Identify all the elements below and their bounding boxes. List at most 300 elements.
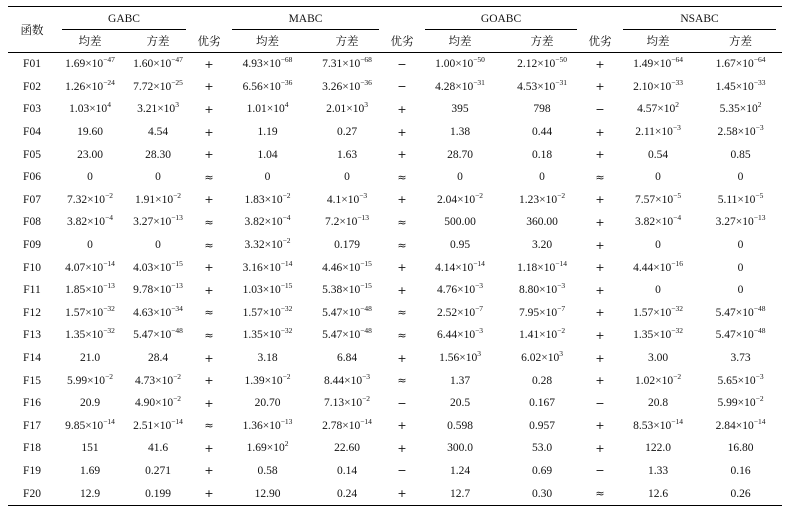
value-base: ×10	[455, 261, 474, 274]
value-cell	[501, 53, 583, 76]
rank-symbol: +	[595, 238, 605, 252]
value-cell	[419, 234, 501, 257]
table-row	[8, 369, 782, 392]
value-exponent: −2	[282, 190, 291, 200]
value-cell	[309, 211, 385, 234]
value-cell	[617, 369, 699, 392]
value-cell	[617, 53, 699, 76]
value-cell	[124, 392, 192, 415]
value-base: ×10	[342, 58, 361, 71]
rank-cell	[192, 234, 226, 257]
rank-cell	[192, 143, 226, 166]
function-cell: F13	[23, 329, 41, 342]
value-cell	[226, 143, 309, 166]
value-exponent: −36	[360, 77, 372, 87]
rank-cell	[583, 302, 617, 325]
value-exponent: 4	[107, 100, 111, 110]
rank-cell	[583, 460, 617, 483]
value-exponent: −24	[103, 77, 115, 87]
value-cell	[617, 324, 699, 347]
value-cell	[501, 234, 583, 257]
rank-symbol: +	[204, 374, 214, 388]
value-base: ×10	[266, 103, 285, 116]
value-cell	[617, 256, 699, 279]
value-cell	[124, 482, 192, 505]
rank-symbol: −	[595, 464, 605, 478]
value-mantissa: 0.27	[336, 126, 358, 139]
value-exponent: 4	[284, 100, 289, 110]
rank-cell	[583, 437, 617, 460]
value-cell	[56, 189, 124, 212]
table-row	[8, 143, 782, 166]
rank-cell	[192, 482, 226, 505]
function-cell: F04	[23, 126, 41, 139]
value-base: ×10	[653, 306, 672, 319]
rank-cell	[192, 98, 226, 121]
value-mantissa: 0.598	[447, 419, 473, 432]
rank-symbol: +	[595, 419, 605, 433]
function-cell: F12	[23, 306, 41, 319]
value-mantissa: 1.03	[242, 284, 263, 297]
value-mantissa: 1.03	[69, 103, 90, 116]
rank-cell	[385, 302, 419, 325]
value-mantissa: 4.54	[147, 126, 169, 139]
value-mantissa: 1.69	[65, 58, 86, 71]
value-cell	[699, 53, 782, 76]
value-mantissa: 4.44	[633, 261, 654, 274]
value-cell	[309, 166, 385, 189]
value-cell	[617, 143, 699, 166]
value-cell	[124, 143, 192, 166]
value-exponent: −3	[362, 371, 371, 381]
table-row	[8, 415, 782, 438]
value-cell	[309, 460, 385, 483]
value-mantissa: 3.00	[647, 352, 669, 365]
rank-symbol: +	[595, 441, 605, 455]
value-base: ×10	[153, 216, 172, 229]
value-cell	[501, 324, 583, 347]
value-base: ×10	[539, 329, 558, 342]
value-mantissa: 0	[737, 171, 744, 184]
function-cell: F15	[23, 374, 41, 387]
value-cell	[309, 53, 385, 76]
value-exponent: −5	[673, 190, 682, 200]
value-mantissa: 1.67	[715, 58, 736, 71]
value-mantissa: 4.93	[242, 58, 263, 71]
value-mantissa: 5.47	[715, 329, 736, 342]
rank-cell	[583, 189, 617, 212]
value-mantissa: 1.83	[244, 193, 265, 206]
rank-cell	[583, 369, 617, 392]
value-mantissa: 0	[87, 171, 93, 184]
rank-cell	[385, 392, 419, 415]
function-cell: F18	[23, 442, 41, 455]
value-exponent: −7	[557, 303, 566, 313]
rank-cell	[583, 166, 617, 189]
value-cell	[56, 324, 124, 347]
value-base: ×10	[262, 80, 281, 93]
function-cell: F09	[23, 239, 41, 252]
value-cell	[309, 279, 385, 302]
function-cell: F17	[23, 419, 41, 432]
rank-cell	[385, 369, 419, 392]
function-cell: F05	[23, 148, 41, 161]
value-mantissa: 3.32	[244, 239, 265, 252]
value-cell	[309, 392, 385, 415]
value-cell	[226, 369, 309, 392]
rank-cell	[583, 121, 617, 144]
value-mantissa: 12.90	[254, 487, 281, 500]
rank-symbol: ≈	[397, 238, 407, 252]
value-cell	[56, 482, 124, 505]
value-base: ×10	[537, 58, 556, 71]
value-cell	[617, 279, 699, 302]
value-mantissa: 8.80	[518, 284, 540, 297]
value-cell	[617, 98, 699, 121]
value-cell	[56, 279, 124, 302]
table-row	[8, 279, 782, 302]
rank-symbol: +	[204, 125, 214, 139]
table-row	[8, 76, 782, 99]
value-cell	[501, 143, 583, 166]
value-exponent: −15	[280, 281, 293, 291]
value-cell	[56, 302, 124, 325]
table-row	[8, 302, 782, 325]
value-base: ×10	[85, 80, 104, 93]
value-cell	[419, 256, 501, 279]
value-exponent: −68	[360, 55, 372, 65]
value-cell	[56, 256, 124, 279]
value-base: ×10	[735, 306, 754, 319]
value-cell	[419, 279, 501, 302]
value-mantissa: 1.69	[79, 464, 101, 477]
value-mantissa: 1.35	[242, 329, 263, 342]
var-header: 方差	[335, 36, 359, 48]
rank-symbol: +	[595, 328, 605, 342]
value-mantissa: 4.53	[517, 80, 538, 93]
value-cell	[309, 415, 385, 438]
rank-cell	[583, 256, 617, 279]
rank-symbol: −	[595, 102, 605, 116]
value-cell	[699, 324, 782, 347]
var-header: 方差	[530, 36, 554, 48]
value-cell	[419, 347, 501, 370]
rank-symbol: +	[204, 487, 214, 501]
value-cell	[501, 121, 583, 144]
value-mantissa: 0	[87, 239, 93, 252]
table-row	[8, 256, 782, 279]
value-exponent: −7	[475, 303, 484, 313]
value-base: ×10	[737, 193, 756, 206]
rank-cell	[385, 279, 419, 302]
rank-symbol: +	[595, 125, 605, 139]
value-cell	[419, 143, 501, 166]
rank-cell	[192, 302, 226, 325]
value-base: ×10	[737, 126, 756, 139]
value-cell	[124, 211, 192, 234]
value-base: ×10	[739, 103, 758, 116]
value-base: ×10	[85, 306, 104, 319]
value-base: ×10	[344, 374, 363, 387]
rank-cell	[385, 76, 419, 99]
value-mantissa: 8.53	[633, 419, 654, 432]
value-mantissa: 1.57	[65, 306, 86, 319]
value-mantissa: 1.91	[134, 193, 156, 206]
rank-cell	[583, 98, 617, 121]
value-cell	[124, 460, 192, 483]
value-base: ×10	[342, 419, 361, 432]
value-base: ×10	[457, 193, 476, 206]
rank-symbol: ≈	[204, 419, 214, 433]
value-mantissa: 0.85	[730, 148, 751, 161]
value-exponent: −14	[671, 416, 683, 426]
value-cell	[501, 347, 583, 370]
value-exponent: −3	[359, 190, 368, 200]
value-cell	[699, 302, 782, 325]
value-base: ×10	[735, 58, 754, 71]
rank-symbol: +	[204, 102, 214, 116]
value-exponent: −15	[360, 258, 372, 268]
rank-cell	[192, 369, 226, 392]
mean-header: 均差	[646, 36, 670, 48]
value-exponent: 3	[364, 100, 368, 110]
value-mantissa: 4.73	[134, 374, 156, 387]
results-table	[8, 6, 782, 506]
value-mantissa: 0.16	[730, 464, 751, 477]
value-mantissa: 3.20	[531, 239, 553, 252]
value-cell	[56, 166, 124, 189]
function-cell: F20	[8, 482, 56, 505]
value-mantissa: 4.1	[326, 193, 342, 206]
value-exponent: −14	[103, 416, 115, 426]
value-mantissa: 0	[155, 239, 161, 252]
rank-symbol: ≈	[397, 215, 407, 229]
value-mantissa: 20.70	[254, 397, 281, 410]
value-mantissa: 4.28	[435, 80, 456, 93]
value-mantissa: 1.49	[633, 58, 654, 71]
value-exponent: −50	[473, 55, 485, 65]
value-mantissa: 1.57	[633, 306, 654, 319]
value-mantissa: 0.26	[730, 487, 751, 500]
value-mantissa: 0	[655, 171, 661, 184]
rank-symbol: −	[397, 57, 407, 71]
value-mantissa: 0	[737, 284, 744, 297]
rank-cell	[583, 324, 617, 347]
value-cell	[419, 189, 501, 212]
rank-cell	[385, 53, 419, 76]
value-cell	[501, 189, 583, 212]
value-cell	[309, 76, 385, 99]
value-mantissa: 0	[655, 239, 661, 252]
value-cell	[419, 166, 501, 189]
value-base: ×10	[655, 374, 674, 387]
value-exponent: −33	[671, 77, 683, 87]
value-cell	[56, 437, 124, 460]
value-mantissa: 2.04	[436, 193, 458, 206]
value-exponent: −4	[673, 213, 682, 223]
rank-cell	[192, 189, 226, 212]
rank-cell	[385, 98, 419, 121]
rank-symbol: +	[595, 283, 605, 297]
value-cell	[56, 98, 124, 121]
value-cell	[124, 189, 192, 212]
rank-symbol: −	[595, 396, 605, 410]
rank-cell	[385, 482, 419, 505]
rank-symbol: ≈	[204, 215, 214, 229]
value-exponent: −47	[103, 55, 115, 65]
value-mantissa: 3.27	[715, 216, 736, 229]
value-cell	[309, 189, 385, 212]
rank-cell	[192, 392, 226, 415]
value-exponent: −48	[171, 326, 183, 336]
rank-symbol: +	[397, 283, 407, 297]
value-mantissa: 0.28	[531, 374, 553, 387]
value-mantissa: 5.47	[133, 329, 154, 342]
value-cell	[699, 76, 782, 99]
value-base: ×10	[537, 80, 556, 93]
value-base: ×10	[735, 329, 754, 342]
value-cell	[226, 415, 309, 438]
rank-symbol: ≈	[204, 170, 214, 184]
value-mantissa: 5.99	[66, 374, 88, 387]
value-mantissa: 1.45	[715, 80, 736, 93]
value-cell	[501, 369, 583, 392]
table-row	[8, 234, 782, 257]
value-mantissa: 28.4	[147, 352, 169, 365]
value-mantissa: 6.02	[521, 352, 542, 365]
value-cell	[699, 211, 782, 234]
value-cell	[124, 98, 192, 121]
value-mantissa: 2.12	[517, 58, 538, 71]
value-cell	[226, 437, 309, 460]
value-mantissa: 6.44	[436, 329, 458, 342]
rank-symbol: +	[204, 193, 214, 207]
value-base: ×10	[155, 397, 174, 410]
value-cell	[124, 234, 192, 257]
value-mantissa: 4.46	[322, 261, 343, 274]
value-cell	[419, 98, 501, 121]
value-base: ×10	[342, 306, 361, 319]
value-cell	[699, 143, 782, 166]
value-cell	[56, 369, 124, 392]
header-row-columns	[8, 30, 782, 53]
rank-cell	[583, 415, 617, 438]
value-mantissa: 2.52	[436, 306, 458, 319]
value-mantissa: 7.31	[322, 58, 343, 71]
group-header-gabc	[56, 7, 192, 31]
rank-cell	[192, 121, 226, 144]
value-mantissa: 2.01	[326, 103, 347, 116]
value-exponent: 3	[175, 100, 179, 110]
value-mantissa: 9.85	[65, 419, 86, 432]
value-mantissa: 1.37	[449, 374, 471, 387]
value-mantissa: 1.18	[517, 261, 538, 274]
value-exponent: −4	[105, 213, 114, 223]
rank-cell	[583, 279, 617, 302]
value-mantissa: 3.16	[242, 261, 263, 274]
value-cell	[226, 121, 309, 144]
value-cell	[617, 211, 699, 234]
value-base: ×10	[87, 193, 106, 206]
value-mantissa: 5.47	[322, 329, 343, 342]
value-mantissa: 22.60	[334, 442, 360, 455]
value-mantissa: 3.26	[322, 80, 343, 93]
value-exponent: −14	[171, 416, 183, 426]
value-cell	[617, 415, 699, 438]
value-mantissa: 0.271	[145, 464, 171, 477]
value-cell	[56, 76, 124, 99]
value-cell	[309, 347, 385, 370]
rank-symbol: +	[595, 374, 605, 388]
mean-header: 均差	[448, 36, 472, 48]
value-exponent: −3	[755, 371, 764, 381]
rank-symbol: +	[397, 261, 407, 275]
value-exponent: −5	[755, 190, 764, 200]
value-base: ×10	[85, 58, 104, 71]
value-mantissa: 1.04	[257, 148, 278, 161]
value-cell	[501, 392, 583, 415]
value-mantissa: 1.19	[257, 126, 278, 139]
value-cell	[501, 166, 583, 189]
rank-cell	[385, 143, 419, 166]
value-base: ×10	[735, 80, 754, 93]
value-exponent: −32	[103, 326, 115, 336]
value-cell	[617, 482, 699, 505]
rank-cell	[192, 166, 226, 189]
value-exponent: −14	[280, 258, 293, 268]
function-cell: F01	[8, 53, 56, 76]
value-cell	[699, 234, 782, 257]
value-cell	[501, 482, 583, 505]
value-cell	[699, 415, 782, 438]
value-mantissa: 3.82	[634, 216, 656, 229]
value-cell	[56, 460, 124, 483]
value-cell	[226, 234, 309, 257]
value-cell	[124, 76, 192, 99]
value-mantissa: 0.95	[449, 239, 471, 252]
rank-cell	[192, 211, 226, 234]
value-exponent: −14	[753, 416, 766, 426]
value-mantissa: 7.72	[133, 80, 154, 93]
value-cell	[617, 302, 699, 325]
value-base: ×10	[342, 329, 361, 342]
value-exponent: −2	[282, 236, 291, 246]
value-cell	[501, 98, 583, 121]
value-cell	[617, 121, 699, 144]
value-base: ×10	[457, 284, 476, 297]
value-cell	[699, 482, 782, 505]
group-label: NSABC	[680, 12, 719, 25]
value-cell	[699, 98, 782, 121]
value-exponent: −14	[103, 258, 115, 268]
value-cell	[617, 347, 699, 370]
rank-cell	[192, 76, 226, 99]
value-cell	[226, 211, 309, 234]
value-mantissa: 12.9	[79, 487, 101, 500]
value-mantissa: 360.00	[526, 216, 558, 229]
value-exponent: −48	[753, 303, 766, 313]
rank-symbol: ≈	[397, 374, 407, 388]
value-base: ×10	[457, 306, 476, 319]
value-base: ×10	[539, 193, 558, 206]
value-base: ×10	[655, 216, 674, 229]
rank-symbol: +	[397, 193, 407, 207]
value-cell	[124, 121, 192, 144]
value-mantissa: 1.57	[242, 306, 263, 319]
value-cell	[56, 234, 124, 257]
value-exponent: −64	[753, 55, 766, 65]
function-cell: F19	[23, 464, 41, 477]
